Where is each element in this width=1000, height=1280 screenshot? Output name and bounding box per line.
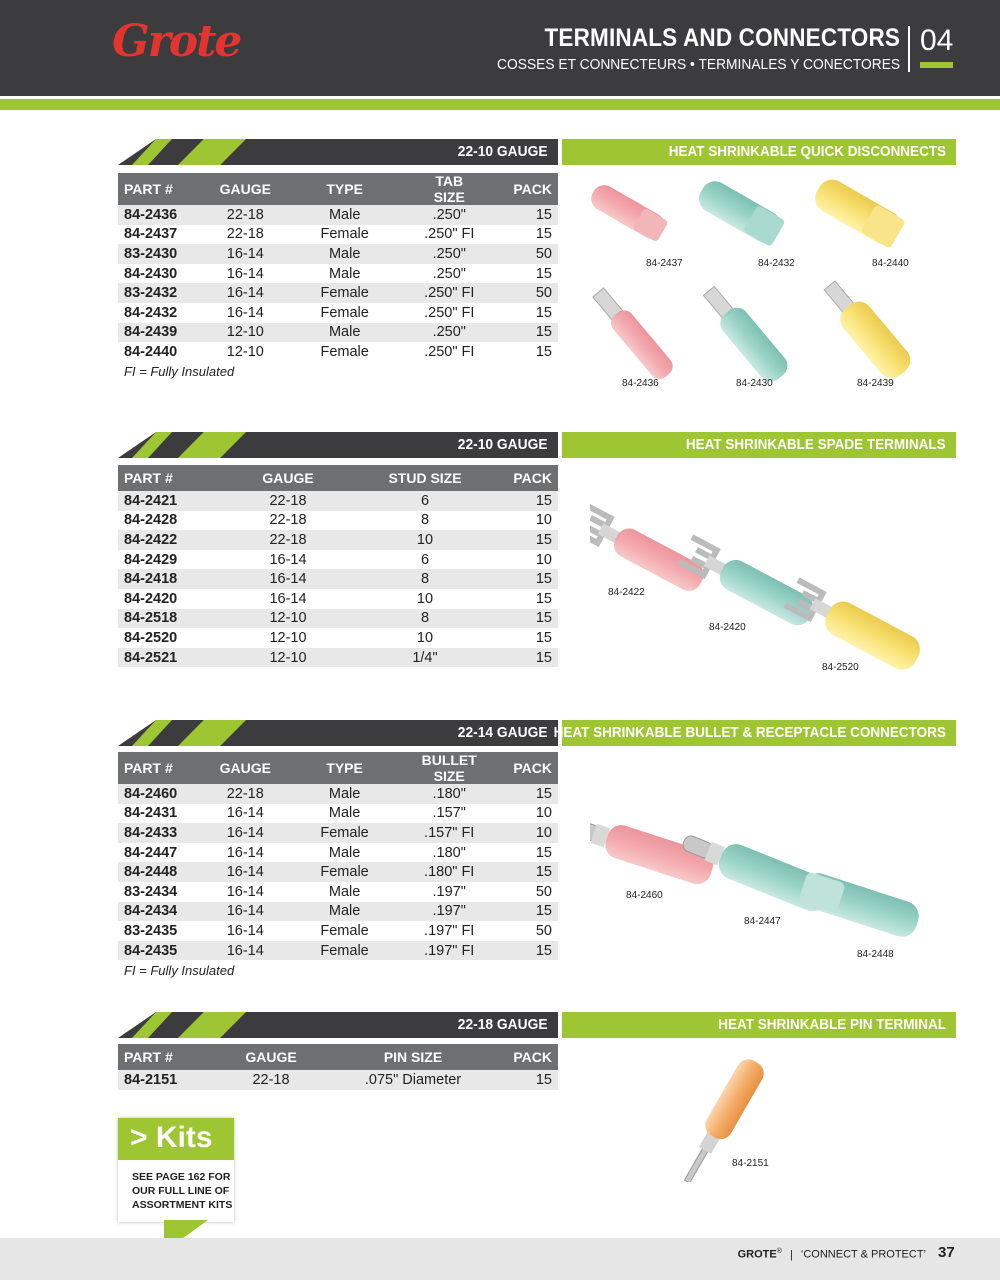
footer-slogan: ‘CONNECT & PROTECT’ <box>800 1248 926 1261</box>
part-number: 84-2447 <box>124 844 178 861</box>
table-row <box>118 823 558 843</box>
page-number: 37 <box>938 1244 955 1261</box>
section-title-spade-terminals <box>562 432 956 458</box>
col-header: PACK <box>502 465 558 491</box>
part-number: 83-2432 <box>118 283 214 303</box>
table-cell: .197" FI <box>424 922 475 939</box>
bullet-connector-images <box>590 765 960 975</box>
table-cell: 12-10 <box>228 648 348 668</box>
table-cell: Male <box>277 323 412 343</box>
table-cell: 15 <box>486 323 558 343</box>
table-pin-terminal <box>118 1044 558 1090</box>
table-row <box>118 244 558 264</box>
table-cell: Male <box>277 902 412 922</box>
spade-terminal-images <box>590 480 960 690</box>
disconnect-teal-male <box>697 281 792 386</box>
table-cell: Female <box>277 283 412 303</box>
table-cell: .250" FI <box>424 226 475 243</box>
footer-reg-mark: ® <box>776 1248 782 1255</box>
table-cell: 16-14 <box>226 304 264 321</box>
part-number: 84-2421 <box>118 491 228 511</box>
section-title-quick-disconnects <box>562 139 956 165</box>
table-cell: 10 <box>416 629 434 646</box>
table-cell: .250" FI <box>412 283 486 303</box>
table-row <box>118 511 558 531</box>
part-number: 84-2521 <box>118 648 228 668</box>
table-cell: 22-18 <box>214 1070 328 1090</box>
image-label: 84-2420 <box>709 622 746 633</box>
table-cell: 15 <box>486 205 558 225</box>
col-header: PIN SIZE <box>328 1044 498 1070</box>
image-label: 84-2430 <box>736 378 773 389</box>
section-title-bullet-connectors <box>553 720 956 746</box>
section-title: HEAT SHRINKABLE SPADE TERMINALS <box>686 436 946 453</box>
header-divider <box>0 96 1000 99</box>
part-number: 84-2151 <box>118 1070 214 1090</box>
table-row <box>118 283 558 303</box>
section-title: HEAT SHRINKABLE QUICK DISCONNECTS <box>668 143 946 160</box>
image-label: 84-2432 <box>758 258 795 269</box>
table-row <box>118 628 558 648</box>
table-cell: .250" <box>412 244 486 264</box>
table-cell: 50 <box>535 922 552 939</box>
kits-header <box>118 1118 234 1160</box>
table-row <box>118 843 558 863</box>
table-row <box>118 589 558 609</box>
footer-tagline <box>738 1248 926 1261</box>
table-cell: 16-14 <box>214 283 277 303</box>
table-cell: Male <box>277 244 412 264</box>
table-cell: 22-18 <box>228 491 348 511</box>
table-row <box>118 550 558 570</box>
table-cell: 10 <box>348 530 502 550</box>
col-header: PACK <box>498 1044 558 1070</box>
table-row <box>118 902 558 922</box>
table-cell: 16-14 <box>226 844 264 861</box>
table-cell: 16-14 <box>226 883 264 900</box>
table-cell: 15 <box>535 265 552 282</box>
table-row <box>118 225 558 245</box>
table-cell: Male <box>328 883 361 900</box>
table-row <box>118 941 558 961</box>
quick-disconnect-images <box>590 172 960 397</box>
table-note: FI = Fully Insulated <box>124 963 235 978</box>
gauge-bar-quick-disconnects <box>118 139 558 165</box>
table-cell: 15 <box>498 1070 558 1090</box>
part-number: 84-2518 <box>118 609 228 629</box>
disconnect-teal-female <box>694 176 786 248</box>
section-number-underline <box>920 62 953 68</box>
image-label: 84-2440 <box>872 258 909 269</box>
footer-separator: | <box>789 1248 793 1261</box>
table-cell: 15 <box>535 629 552 646</box>
table-cell: Male <box>328 844 361 861</box>
table-cell: 50 <box>535 883 552 900</box>
table-cell: 16-14 <box>269 590 307 607</box>
page-title: TERMINALS AND CONNECTORS <box>544 24 900 52</box>
table-cell: 8 <box>348 609 502 629</box>
table-cell: 16-14 <box>214 244 277 264</box>
table-cell: .157" FI <box>412 823 486 843</box>
table-cell: 15 <box>486 902 558 922</box>
table-cell: 12-10 <box>214 323 277 343</box>
disconnect-yellow-female <box>810 174 907 249</box>
table-row <box>118 342 558 362</box>
table-quick-disconnects <box>118 173 558 362</box>
table-cell: Female <box>320 922 369 939</box>
spade-yellow <box>783 577 925 675</box>
table-cell: 10 <box>416 590 434 607</box>
part-number: 84-2448 <box>118 862 214 882</box>
table-cell: 12-10 <box>269 629 307 646</box>
receptacle-teal-female <box>797 869 922 940</box>
kits-callout[interactable] <box>118 1118 234 1222</box>
part-number: 84-2428 <box>124 512 178 529</box>
table-cell: 15 <box>502 648 558 668</box>
table-cell: Female <box>277 862 412 882</box>
part-number: 84-2437 <box>124 226 178 243</box>
col-header: PACK <box>486 173 558 205</box>
table-cell: 15 <box>535 304 552 321</box>
table-cell: .250" <box>412 205 486 225</box>
part-number: 84-2434 <box>118 902 214 922</box>
table-cell: Male <box>328 805 361 822</box>
part-number: 84-2439 <box>118 323 214 343</box>
table-note: FI = Fully Insulated <box>124 364 235 379</box>
table-cell: Male <box>277 784 412 804</box>
part-number: 83-2434 <box>124 883 178 900</box>
table-cell: 16-14 <box>214 941 277 961</box>
col-header: TYPE <box>277 173 412 205</box>
section-title: HEAT SHRINKABLE BULLET & RECEPTACLE CONNECTORS <box>553 724 946 741</box>
col-header: PACK <box>486 752 558 784</box>
gauge-bar-bullet-connectors <box>118 720 558 746</box>
table-cell: 15 <box>535 343 552 360</box>
table-cell: 22-18 <box>269 512 307 529</box>
table-cell: 16-14 <box>226 922 264 939</box>
part-number: 84-2433 <box>118 823 214 843</box>
table-cell: 12-10 <box>226 343 264 360</box>
table-row <box>118 784 558 804</box>
table-cell: 10 <box>486 823 558 843</box>
image-label: 84-2447 <box>744 916 781 927</box>
table-cell: 16-14 <box>226 265 264 282</box>
col-header: TYPE <box>277 752 412 784</box>
gauge-label: 22-10 GAUGE <box>458 436 548 453</box>
image-label: 84-2448 <box>857 949 894 960</box>
table-cell: Female <box>320 226 369 243</box>
table-cell: 10 <box>535 805 552 822</box>
gauge-bar-pin-terminal <box>118 1012 558 1038</box>
table-cell: .250" <box>412 323 486 343</box>
part-number: 84-2440 <box>124 343 178 360</box>
table-row <box>118 921 558 941</box>
table-row <box>118 264 558 284</box>
part-number: 84-2430 <box>124 265 178 282</box>
header-separator <box>908 26 910 72</box>
table-cell: .197" <box>432 883 466 900</box>
table-cell: 10 <box>535 512 552 529</box>
table-cell: 10 <box>535 551 552 568</box>
table-cell: 1/4" <box>348 648 502 668</box>
col-header: PART # <box>118 1044 214 1070</box>
part-number: 84-2420 <box>124 590 178 607</box>
table-cell: Female <box>320 304 369 321</box>
table-spade-terminals <box>118 465 558 667</box>
disconnect-red-male <box>590 285 677 383</box>
page-subtitle: COSSES ET CONNECTEURS • TERMINALES Y CONECTORES <box>496 56 900 73</box>
image-label: 84-2151 <box>732 1158 769 1169</box>
table-row <box>118 303 558 323</box>
table-row <box>118 569 558 589</box>
col-header: GAUGE <box>214 752 277 784</box>
table-cell: 16-14 <box>214 902 277 922</box>
section-title-pin-terminal <box>562 1012 956 1038</box>
image-label: 84-2437 <box>646 258 683 269</box>
table-cell: 6 <box>420 551 430 568</box>
col-header: GAUGE <box>214 1044 328 1070</box>
table-cell: 16-14 <box>214 862 277 882</box>
table-cell: 15 <box>486 784 558 804</box>
part-number: 84-2460 <box>118 784 214 804</box>
disconnect-yellow-male <box>817 275 916 384</box>
spade-red <box>590 504 708 595</box>
table-cell: 15 <box>502 491 558 511</box>
table-row <box>118 882 558 902</box>
table-cell: 8 <box>420 512 430 529</box>
gauge-label: 22-14 GAUGE <box>458 724 548 741</box>
part-number: 83-2430 <box>118 244 214 264</box>
table-cell: 22-18 <box>228 530 348 550</box>
table-cell: Male <box>328 265 361 282</box>
col-header: BULLET SIZE <box>412 752 486 784</box>
table-cell: 15 <box>486 862 558 882</box>
table-cell: 15 <box>502 609 558 629</box>
table-cell: 15 <box>535 226 552 243</box>
table-row <box>118 205 558 225</box>
table-cell: .250" <box>432 265 466 282</box>
table-cell: Female <box>277 823 412 843</box>
col-header: PART # <box>118 173 214 205</box>
grote-logo[interactable]: Grote <box>112 16 241 67</box>
gauge-label: 22-10 GAUGE <box>458 143 548 160</box>
part-number: 84-2431 <box>124 805 178 822</box>
table-bullet-connectors <box>118 752 558 960</box>
part-number: 84-2432 <box>124 304 178 321</box>
table-cell: Female <box>320 343 369 360</box>
part-number: 84-2429 <box>124 551 178 568</box>
table-row <box>118 491 558 511</box>
section-title: HEAT SHRINKABLE PIN TERMINAL <box>718 1016 946 1033</box>
table-cell: 16-14 <box>226 805 264 822</box>
table-cell: 50 <box>486 283 558 303</box>
part-number: 84-2422 <box>118 530 228 550</box>
table-cell: .180" FI <box>412 862 486 882</box>
table-row <box>118 530 558 550</box>
table-cell: 16-14 <box>269 551 307 568</box>
table-cell: .197" FI <box>412 941 486 961</box>
table-cell: 15 <box>486 941 558 961</box>
table-row <box>118 804 558 824</box>
table-cell: .180" <box>432 844 466 861</box>
col-header: TAB SIZE <box>412 173 486 205</box>
table-cell: .197" <box>412 902 486 922</box>
table-cell: .075" Diameter <box>328 1070 498 1090</box>
col-header: GAUGE <box>228 465 348 491</box>
kits-line: ASSORTMENT KITS <box>132 1199 233 1211</box>
table-cell: Female <box>277 941 412 961</box>
table-cell: 15 <box>502 530 558 550</box>
table-row <box>118 1070 558 1090</box>
section-number: 04 <box>920 24 954 57</box>
table-row <box>118 323 558 343</box>
part-number: 84-2436 <box>118 205 214 225</box>
table-cell: 6 <box>348 491 502 511</box>
kits-description <box>132 1170 232 1212</box>
table-cell: .250" FI <box>424 304 475 321</box>
table-cell: 16-14 <box>214 823 277 843</box>
col-header: PART # <box>118 752 214 784</box>
table-row <box>118 648 558 668</box>
image-label: 84-2436 <box>622 378 659 389</box>
table-cell: 22-18 <box>214 784 277 804</box>
table-cell: .157" <box>432 805 466 822</box>
kits-line: OUR FULL LINE OF <box>132 1185 230 1197</box>
table-cell: 8 <box>348 569 502 589</box>
image-label: 84-2460 <box>626 890 663 901</box>
kits-title: > Kits <box>130 1121 213 1154</box>
part-number: 84-2418 <box>118 569 228 589</box>
col-header: STUD SIZE <box>348 465 502 491</box>
kits-line: SEE PAGE 162 FOR <box>132 1171 231 1183</box>
table-cell: 22-18 <box>214 205 277 225</box>
gauge-bar-spade-terminals <box>118 432 558 458</box>
table-cell: 22-18 <box>226 226 264 243</box>
col-header: GAUGE <box>214 173 277 205</box>
table-cell: 15 <box>535 844 552 861</box>
image-label: 84-2439 <box>857 378 894 389</box>
table-row <box>118 862 558 882</box>
table-cell: 15 <box>502 569 558 589</box>
part-number: 83-2435 <box>124 922 178 939</box>
table-cell: Male <box>277 205 412 225</box>
part-number: 84-2435 <box>118 941 214 961</box>
image-label: 84-2422 <box>608 587 645 598</box>
table-cell: 16-14 <box>228 569 348 589</box>
table-cell: 15 <box>535 590 552 607</box>
col-header: PART # <box>118 465 228 491</box>
footer-brand: GROTE <box>737 1248 777 1261</box>
table-cell: .250" FI <box>424 343 475 360</box>
table-cell: 50 <box>486 244 558 264</box>
table-row <box>118 609 558 629</box>
gauge-label: 22-18 GAUGE <box>458 1016 548 1033</box>
disconnect-red-female <box>590 181 669 244</box>
table-cell: 12-10 <box>228 609 348 629</box>
table-cell: .180" <box>412 784 486 804</box>
image-label: 84-2520 <box>822 662 859 673</box>
part-number: 84-2520 <box>124 629 178 646</box>
